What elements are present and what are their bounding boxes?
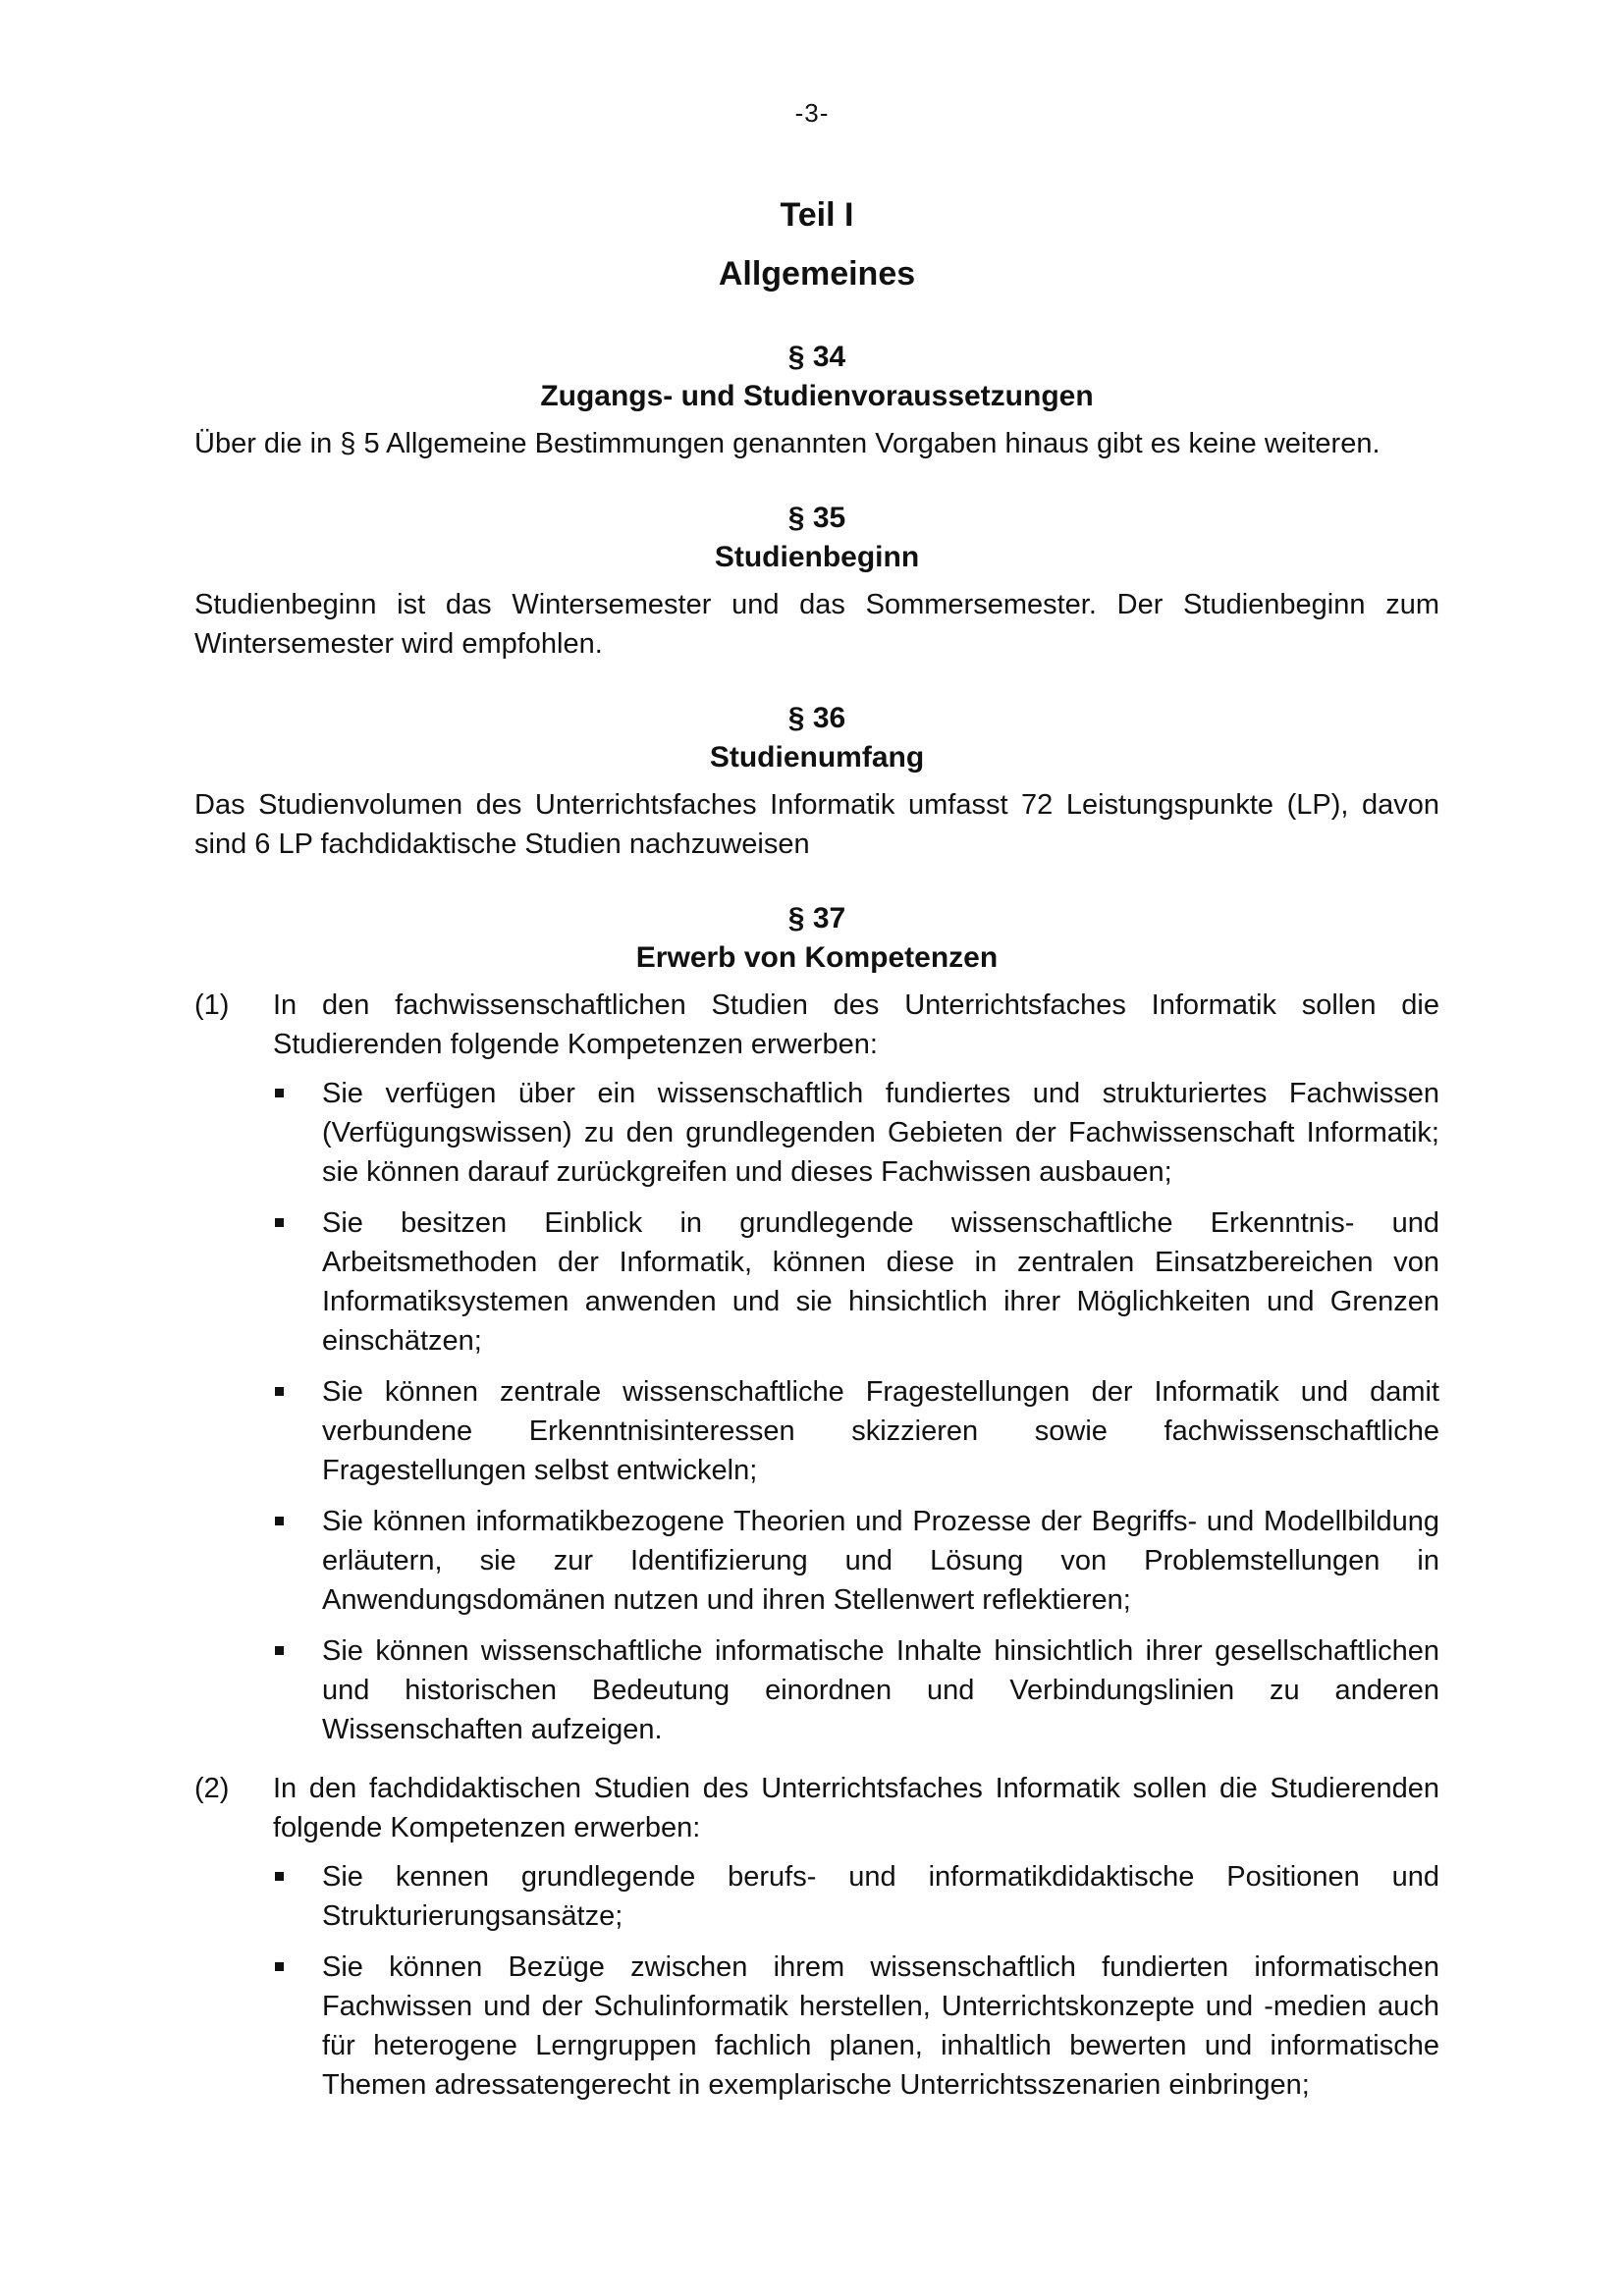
bullet-item: [273, 1203, 1439, 1361]
bullet-text: Sie können wissenschaftliche informatische Inhalte hinsichtlich ihrer gesellschaftlichen und historischen Bedeutung einordnen und Verbindungslinien zu anderen Wissenschaften aufzeigen.: [322, 1635, 1439, 1745]
section-title: Studienbeginn: [714, 541, 920, 573]
item-body: [273, 1769, 1439, 2116]
square-bullet-icon: [273, 1502, 322, 1541]
item-text: In den fachdidaktischen Studien des Unterrichtsfaches Informatik sollen die Studierenden folgende Kompetenzen erwerben:: [273, 1773, 1439, 1843]
bullet-item: [273, 1631, 1439, 1749]
section-34: [194, 338, 1439, 463]
bullet-text: Sie können zentrale wissenschaftliche Fragestellungen der Informatik und damit verbundene Erkenntnisinteressen skizzieren sowie fachwissenschaftliche Fragestellungen selbst entwickeln;: [322, 1376, 1439, 1486]
bullet-item: [273, 1372, 1439, 1490]
item-number: (2): [194, 1773, 230, 1804]
page-number: -3-: [794, 98, 830, 128]
section-paragraph: Studienbeginn ist das Wintersemester und das Sommersemester. Der Studienbeginn zum Wintersemester wird empfohlen.: [194, 589, 1439, 660]
item-body: [273, 986, 1439, 1761]
bullet-text: Sie besitzen Einblick in grundlegende wissenschaftliche Erkenntnis- und Arbeitsmethoden der Informatik, können diese in zentralen Einsatzbereichen von Informatiksystemen anwenden und sie hinsichtlich ihrer Möglichkeiten und Grenzen einschätzen;: [322, 1207, 1439, 1357]
section-title: Studienumfang: [709, 741, 925, 774]
square-bullet-icon: [273, 1074, 322, 1113]
square-bullet-icon: [273, 1203, 322, 1243]
section-35: [194, 499, 1439, 664]
section-paragraph: Das Studienvolumen des Unterrichtsfaches Informatik umfasst 72 Leistungspunkte (LP), davon sind 6 LP fachdidaktische Studien nachzuweisen: [194, 789, 1439, 860]
bullet-list: [273, 1857, 1439, 2105]
section-number: § 37: [787, 902, 846, 934]
item-text: In den fachwissenschaftlichen Studien des Unterrichtsfaches Informatik sollen die Studierenden folgende Kompetenzen erwerben:: [273, 989, 1439, 1060]
section-title: Erwerb von Kompetenzen: [635, 941, 999, 974]
bullet-item: [273, 1857, 1439, 1936]
part-title: Allgemeines: [718, 255, 916, 293]
bullet-text: Sie verfügen über ein wissenschaftlich fundiertes und strukturiertes Fachwissen (Verfügungswissen) zu den grundlegenden Gebieten der Fachwissenschaft Informatik; sie können darauf zurückgreifen und dieses Fachwissen ausbauen;: [322, 1078, 1439, 1188]
bullet-item: [273, 1502, 1439, 1620]
square-bullet-icon: [273, 1631, 322, 1671]
section-number: § 36: [787, 702, 846, 734]
document-content: [194, 188, 1439, 2116]
section-37: [194, 899, 1439, 2116]
section-number: § 34: [787, 341, 846, 373]
section-36: [194, 699, 1439, 864]
section-paragraph: Über die in § 5 Allgemeine Bestimmungen genannten Vorgaben hinaus gibt es keine weiteren.: [194, 428, 1380, 459]
numbered-item-1: [194, 986, 1439, 1761]
bullet-text: Sie können informatikbezogene Theorien und Prozesse der Begriffs- und Modellbildung erläutern, sie zur Identifizierung und Lösung von Problemstellungen in Anwendungsdomänen nutzen und ihren Stellenwert reflektieren;: [322, 1506, 1439, 1616]
square-bullet-icon: [273, 1948, 322, 1987]
numbered-item-2: [194, 1769, 1439, 2116]
bullet-text: Sie können Bezüge zwischen ihrem wissenschaftlich fundierten informatischen Fachwissen und der Schulinformatik herstellen, Unterrichtskonzepte und -medien auch für heterogene Lerngruppen fachlich planen, inhaltlich bewerten und informatische Themen adressatengerecht in exemplarische Unterrichtsszenarien einbringen;: [322, 1951, 1439, 2101]
square-bullet-icon: [273, 1857, 322, 1896]
item-number: (1): [194, 989, 230, 1021]
square-bullet-icon: [273, 1372, 322, 1412]
part-label: Teil I: [780, 196, 854, 234]
section-number: § 35: [787, 502, 846, 534]
bullet-item: [273, 1074, 1439, 1192]
bullet-item: [273, 1948, 1439, 2105]
bullet-list: [273, 1074, 1439, 1749]
section-title: Zugangs- und Studienvoraussetzungen: [540, 380, 1094, 412]
bullet-text: Sie kennen grundlegende berufs- und informatikdidaktische Positionen und Strukturierungsansätze;: [322, 1861, 1439, 1932]
